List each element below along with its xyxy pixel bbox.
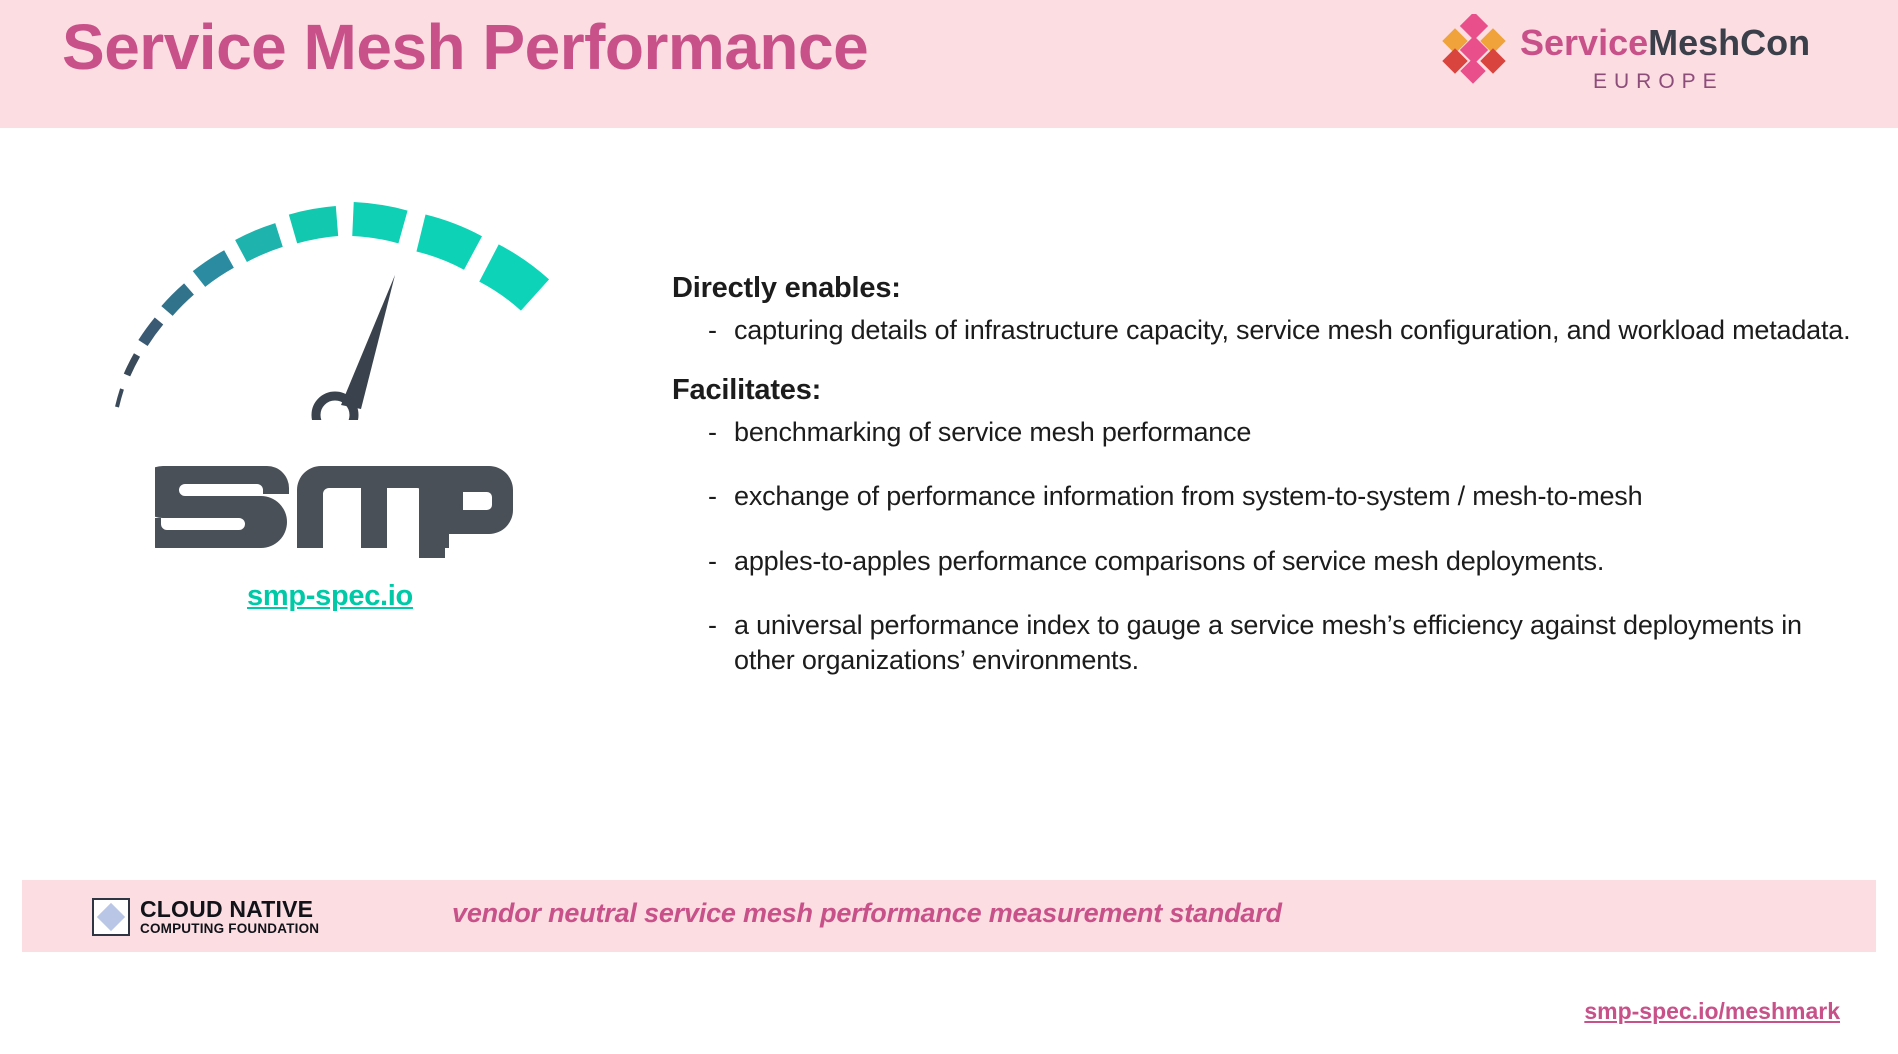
- bullet-list-facilitates: [672, 415, 1862, 678]
- brand-name-service: Service: [1520, 22, 1649, 63]
- cncf-line1: CLOUD NATIVE: [140, 896, 314, 922]
- list-item: [672, 415, 1862, 450]
- list-item: [672, 608, 1862, 677]
- servicemeshcon-diamond-logo: [1438, 14, 1510, 86]
- bullet-text: capturing details of infrastructure capacity, service mesh configuration, and workload metadata.: [734, 315, 1851, 345]
- cncf-line2: COMPUTING FOUNDATION: [140, 921, 320, 936]
- brand-name-meshcon: MeshCon: [1648, 22, 1811, 63]
- bullet-text: benchmarking of service mesh performance: [734, 416, 1252, 447]
- cncf-logo-icon: [92, 896, 372, 940]
- bullet-list-directly-enables: [672, 313, 1862, 348]
- meshmark-link[interactable]: smp-spec.io/meshmark: [1584, 998, 1840, 1024]
- smp-spec-link[interactable]: smp-spec.io: [247, 580, 413, 612]
- section-heading-facilitates: Facilitates:: [672, 373, 822, 406]
- list-item: [672, 479, 1862, 514]
- bullet-text: exchange of performance information from system-to-system / mesh-to-mesh: [734, 481, 1643, 512]
- cncf-mark-inner: [97, 903, 125, 931]
- footer-tagline: vendor neutral service mesh performance measurement standard: [452, 898, 1282, 928]
- bullet-marker: -: [708, 315, 717, 345]
- bullet-text: a universal performance index to gauge a service mesh’s efficiency against deployments in other organizations’ environments.: [734, 610, 1802, 675]
- list-item: [672, 544, 1862, 579]
- bullet-marker: -: [708, 416, 717, 447]
- bullet-text: apples-to-apples performance comparisons of service mesh deployments.: [734, 545, 1605, 576]
- list-item: [672, 313, 1862, 348]
- bullet-marker: -: [708, 545, 717, 576]
- cncf-mark: [92, 898, 130, 936]
- section-heading-directly-enables: Directly enables:: [672, 272, 901, 304]
- content-body: [672, 272, 1862, 707]
- servicemeshcon-brand: [1438, 8, 1838, 118]
- smp-wordmark: [155, 440, 515, 560]
- bullet-marker: -: [708, 481, 717, 512]
- bullet-marker: -: [708, 610, 717, 641]
- brand-name: [1520, 22, 1810, 64]
- page-title: Service Mesh Performance: [62, 11, 869, 83]
- slide-header: [0, 0, 1898, 128]
- brand-subtitle: EUROPE: [1593, 70, 1724, 93]
- performance-gauge-icon: [100, 200, 570, 420]
- smp-logo-panel: [60, 190, 600, 690]
- footer-band: [22, 880, 1876, 952]
